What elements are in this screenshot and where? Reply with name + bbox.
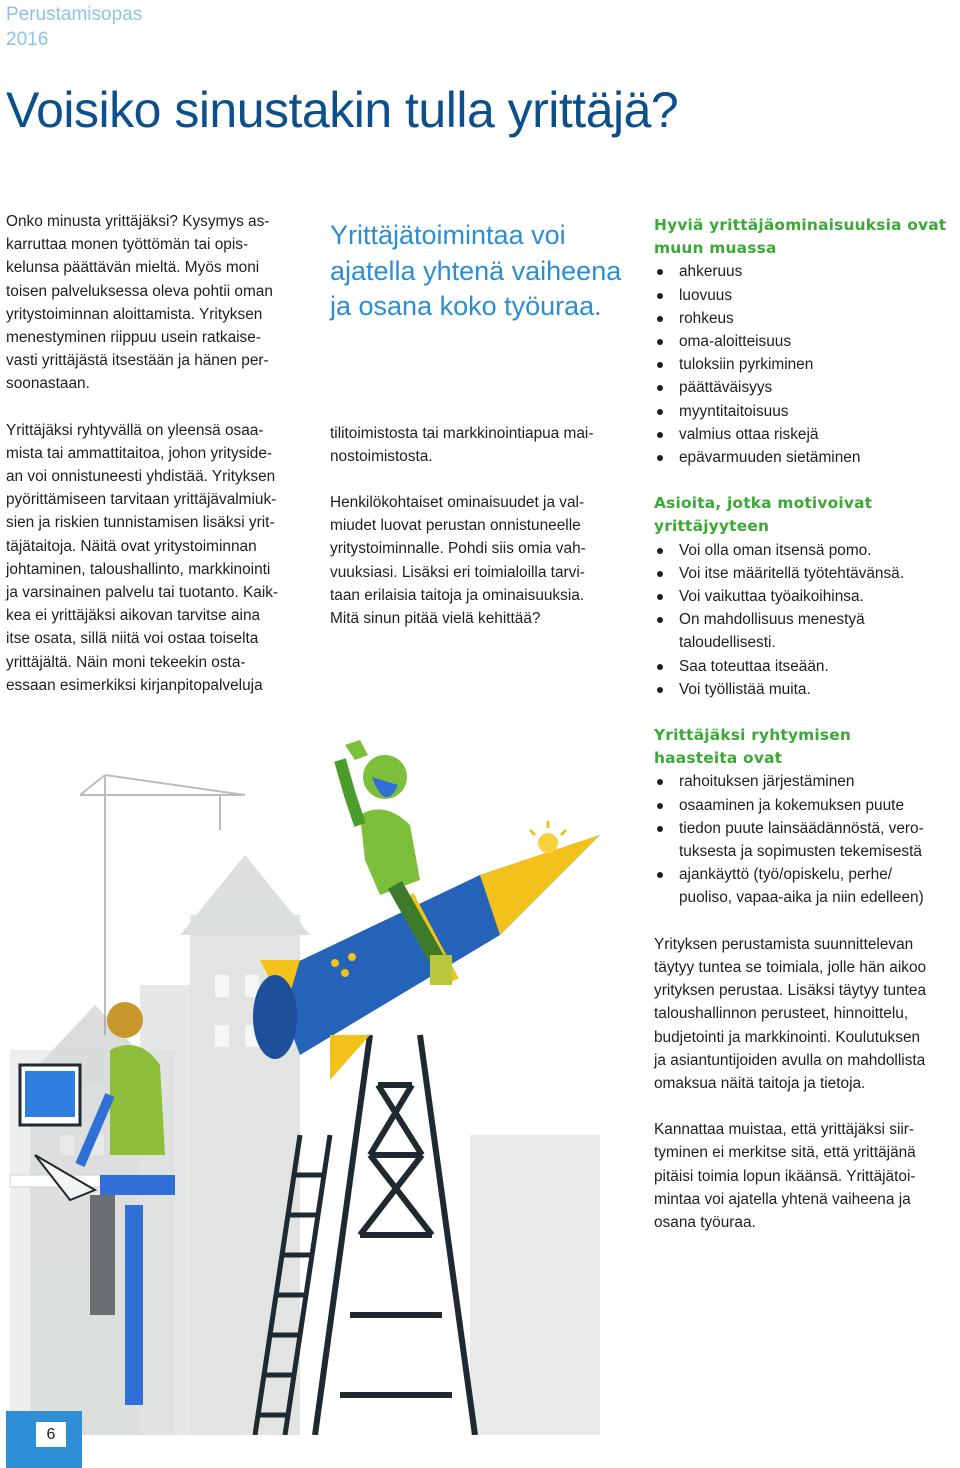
text-line: sien ja riskien tunnistamisen lisäksi yrit- xyxy=(6,514,275,532)
text-line: menestyminen riippuu usein ratkaise- xyxy=(6,329,261,347)
text-line: osana työuraa. xyxy=(654,1213,756,1231)
item-line: Voi itse määritellä työtehtävänsä. xyxy=(679,564,904,582)
text-line: taloushallinnon perusteet, hinnoittelu, xyxy=(654,1005,909,1023)
pull-quote-line: ja osana koko työuraa. xyxy=(330,291,602,321)
text-line: ja asiantuntijoiden avulla on mahdollista xyxy=(654,1051,926,1069)
paragraph-planning xyxy=(654,933,960,1095)
text-line: itse osata, sillä niitä voi ostaa toiselta xyxy=(6,630,259,648)
list-item: ahkeruus xyxy=(654,260,960,283)
item-line: tuksesta ja sopimusten tekemisestä xyxy=(679,843,922,861)
text-line: johtaminen, taloushallinto, markkinointi xyxy=(6,560,271,578)
heading-line: Hyviä yrittäjäominaisuuksia ovat xyxy=(654,216,947,234)
text-line: Yrityksen perustamista suunnittelevan xyxy=(654,935,914,953)
item-line: tiedon puute lainsäädännöstä, vero- xyxy=(679,819,924,837)
item-line: taloudellisesti. xyxy=(679,634,776,652)
item-line: On mahdollisuus menestyä xyxy=(679,611,865,629)
item-line: puoliso, vapaa-aika ja niin edelleen) xyxy=(679,889,924,907)
list-item: valmius ottaa riskejä xyxy=(654,423,960,446)
column-sidebar xyxy=(654,214,960,1234)
text-line: pitäisi toimia lopun ikäänsä. Yrittäjätoi- xyxy=(654,1167,916,1185)
text-line: vuuksiasi. Lisäksi eri toimialoilla tarvi- xyxy=(330,563,585,581)
list-item: epävarmuuden sietäminen xyxy=(654,446,960,469)
list-item: päättäväisyys xyxy=(654,376,960,399)
list-item: luovuus xyxy=(654,284,960,307)
text-line: miudet luovat perustan onnistuneelle xyxy=(330,517,581,535)
text-line: omaksua näitä taitoja ja tietoja. xyxy=(654,1074,866,1092)
list-item: rohkeus xyxy=(654,307,960,330)
guide-label xyxy=(6,2,142,52)
text-line: taan erilaisia taitoja ja ominaisuuksia. xyxy=(330,586,585,604)
text-line: Henkilökohtaiset ominaisuudet ja val- xyxy=(330,493,585,511)
paragraph-remember xyxy=(654,1118,960,1234)
section-heading xyxy=(654,214,960,260)
rocket-illustration xyxy=(0,735,650,1435)
list-item xyxy=(654,539,960,562)
text-line: Onko minusta yrittäjäksi? Kysymys as- xyxy=(6,213,270,230)
tower-ladder xyxy=(315,1035,475,1435)
heading-line: Yrittäjäksi ryhtymisen xyxy=(654,726,852,745)
pull-quote-line: ajatella yhtenä vaiheena xyxy=(330,255,622,286)
section-heading xyxy=(654,492,960,538)
pull-quote-line: Yrittäjätoimintaa voi xyxy=(330,220,566,250)
text-line: vasti yrittäjästä itsestään ja hänen per- xyxy=(6,352,269,370)
item-line: ajankäyttö (työ/opiskelu, perhe/ xyxy=(679,866,893,884)
worker-figure xyxy=(10,1002,175,1435)
text-line: mintaa voi ajatella yhtenä vaiheena ja xyxy=(654,1190,911,1208)
text-line: Mitä sinun pitää vielä kehittää? xyxy=(330,609,541,627)
list-item: tuloksiin pyrkiminen xyxy=(654,353,960,376)
heading-line: Asioita, jotka motivoivat xyxy=(654,494,873,513)
section-motivations xyxy=(654,492,960,701)
pull-quote xyxy=(330,218,630,325)
list-item xyxy=(654,770,960,793)
bullet-list xyxy=(654,770,960,909)
heading-line: haasteita ovat xyxy=(654,749,783,768)
text-line: yrittäjältä. Näin moni tekeekin osta- xyxy=(6,653,246,671)
list-item: oma-aloitteisuus xyxy=(654,330,960,353)
text-line: ja varsinainen palvelu tai tuotanto. Kaik- xyxy=(6,584,279,602)
text-line: kelunsa päättävän mieltä. Myös moni xyxy=(6,259,260,277)
guide-title: Perustamisopas xyxy=(6,4,143,25)
text-line: toisen palveluksessa oleva pohtii oman xyxy=(6,282,273,300)
text-line: Kannattaa muistaa, että yrittäjäksi siir- xyxy=(654,1121,915,1139)
item-line: Voi olla oman itsensä pomo. xyxy=(679,541,872,559)
text-line: karruttaa monen työttömän tai opis- xyxy=(6,236,249,254)
text-line: yrityksen perustaa. Lisäksi täytyy tuntea xyxy=(654,982,927,1000)
list-item xyxy=(654,817,960,863)
text-line: Yrittäjäksi ryhtyvällä on yleensä osaa- xyxy=(6,421,264,439)
column-intro xyxy=(6,210,312,697)
text-line: yritystoiminnan aloittamista. Yrityksen xyxy=(6,305,263,323)
heading-line: muun muassa xyxy=(654,239,777,258)
list-item xyxy=(654,562,960,585)
page-number: 6 xyxy=(36,1422,66,1447)
text-line: nostoimistosta. xyxy=(330,447,433,465)
section-good-qualities xyxy=(654,214,960,469)
text-line: soonastaan. xyxy=(6,375,90,393)
bullet-list xyxy=(654,539,960,701)
text-line: budjetointi ja markkinointi. Koulutuksen xyxy=(654,1028,921,1046)
text-line: pyörittämiseen tarvitaan yrittäjävalmiuk- xyxy=(6,491,277,509)
list-item xyxy=(654,655,960,678)
list-item xyxy=(654,863,960,909)
guide-year: 2016 xyxy=(6,29,49,50)
list-item xyxy=(654,585,960,608)
item-line: Saa toteuttaa itseään. xyxy=(679,657,829,675)
text-line: yritystoiminnalle. Pohdi siis omia vah- xyxy=(330,540,586,558)
heading-line: yrittäjyyteen xyxy=(654,517,770,536)
item-line: Voi työllistää muita. xyxy=(679,680,811,698)
bullet-list xyxy=(654,260,960,469)
page-title: Voisiko sinustakin tulla yrittäjä? xyxy=(6,82,679,138)
section-heading xyxy=(654,724,960,770)
section-challenges xyxy=(654,724,960,910)
text-line: mista tai ammattitaitoa, johon yrityside- xyxy=(6,444,273,462)
item-line: rahoituksen järjestäminen xyxy=(679,773,855,791)
text-line: täjätaitoja. Näitä ovat yritystoiminnan xyxy=(6,537,257,555)
text-line: tilitoimistosta tai markkinointiapua mai- xyxy=(330,424,594,442)
text-line: essaan esimerkiksi kirjanpitopalveluja xyxy=(6,676,263,694)
list-item: myyntitaitoisuus xyxy=(654,400,960,423)
text-line: tyminen ei merkitse sitä, että yrittäjänä xyxy=(654,1144,916,1162)
list-item xyxy=(654,678,960,701)
item-line: osaaminen ja kokemuksen puute xyxy=(679,796,905,814)
item-line: Voi vaikuttaa työaikoihinsa. xyxy=(679,588,864,606)
rocket-icon xyxy=(253,835,600,1080)
column-middle xyxy=(330,218,630,630)
text-line: an voi onnistuneesti yhdistää. Yrityksen xyxy=(6,468,276,486)
text-line: täytyy tuntea se toimiala, jolle hän aikoo xyxy=(654,958,927,976)
list-item xyxy=(654,608,960,654)
list-item xyxy=(654,794,960,817)
text-line: kea ei yrittäjäksi aikovan tarvitse aina xyxy=(6,607,261,625)
